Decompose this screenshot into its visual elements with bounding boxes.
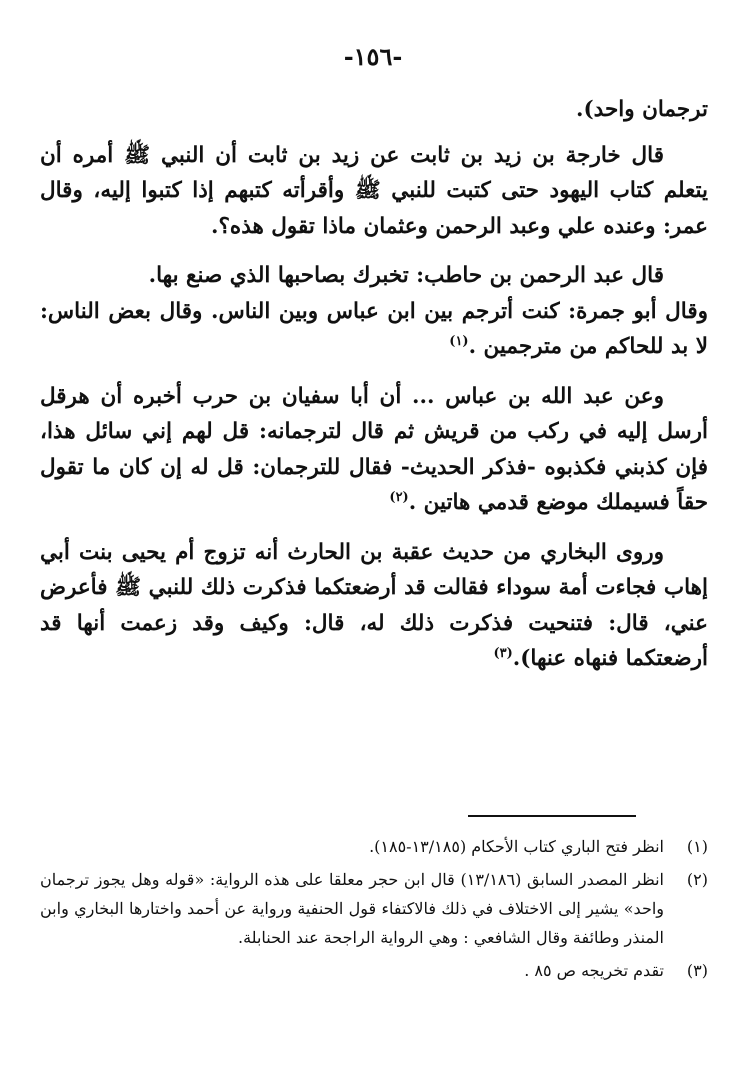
paragraph-1: ترجمان واحد). <box>576 97 708 122</box>
paragraph-4 <box>40 294 708 365</box>
paragraph-4-text: وقال أبو جمرة: كنت أترجم بين ابن عباس وبين الناس. وقال بعض الناس: لا بد للحاكم من مترجمين . <box>40 298 708 359</box>
paragraph-6-text: وروى البخاري من حديث عقبة بن الحارث أنه تزوج أم يحيى بنت أبي إهاب فجاءت أمة سوداء فقالت قد أرضعتكما فذكرت ذلك للنبي ﷺ فأعرض عني، قال: فتنحيت فذكرت ذلك له، قال: وكيف وقد زعمت أنها قد أرضعتكما فنهاه عنها). <box>40 539 708 671</box>
footnotes <box>40 832 708 985</box>
footnote-2 <box>40 865 708 952</box>
footnote-text: انظر فتح الباري كتاب الأحكام (١٣/١٨٥-١٨٥). <box>369 837 664 856</box>
paragraph-6 <box>40 535 708 677</box>
footnote-text: انظر المصدر السابق (١٣/١٨٦) قال ابن حجر معلقا على هذه الرواية: «قوله وهل يجوز ترجمان واحد» يشير إلى الاختلاف في ذلك فالاكتفاء قول الحنفية ورواية عن أحمد واختارها البخاري وابن المنذر وطائفة وقال الشافعي : وهي الرواية الراجحة عند الحنابلة. <box>40 870 665 947</box>
footnote-divider <box>468 815 636 817</box>
main-text <box>40 92 708 677</box>
paragraph-2: قال خارجة بن زيد بن ثابت عن زيد بن ثابت أن النبي ﷺ أمره أن يتعلم كتاب اليهود حتى كتبت للنبي ﷺ وأقرأته كتبهم إذا كتبوا إليه، وقال عمر: وعنده علي وعبد الرحمن وعثمان ماذا تقول هذه؟. <box>40 142 708 239</box>
footnote-number: (٢) <box>686 870 708 889</box>
footnote-text: تقدم تخريجه ص ٨٥ . <box>524 961 664 980</box>
page-number: -١٥٦- <box>343 42 403 71</box>
footnote-1 <box>40 832 708 861</box>
footnote-ref-2[interactable]: (٢) <box>389 489 409 505</box>
paragraph-3-text: قال عبد الرحمن بن حاطب: تخبرك بصاحبها الذي صنع بها. <box>148 263 664 288</box>
paragraph-5-text: وعن عبد الله بن عباس ... أن أبا سفيان بن حرب أخبره أن هرقل أرسل إليه في ركب من قريش ثم قال لترجمانه: قل لهم إني سائل هذا، فإن كذبني فكذبوه -فذكر الحديث- فقال للترجمان: قل له إن كان ما تقول حقاً فسيملك موضع قدمي هاتين . <box>40 383 708 515</box>
footnote-number: (١) <box>686 837 708 856</box>
footnote-ref-1[interactable]: (١) <box>449 333 469 349</box>
footnote-3 <box>40 956 708 985</box>
footnote-number: (٣) <box>686 961 708 980</box>
footnote-ref-3[interactable]: (٣) <box>493 645 513 661</box>
paragraph-5 <box>40 379 708 521</box>
paragraph-3 <box>40 258 708 294</box>
